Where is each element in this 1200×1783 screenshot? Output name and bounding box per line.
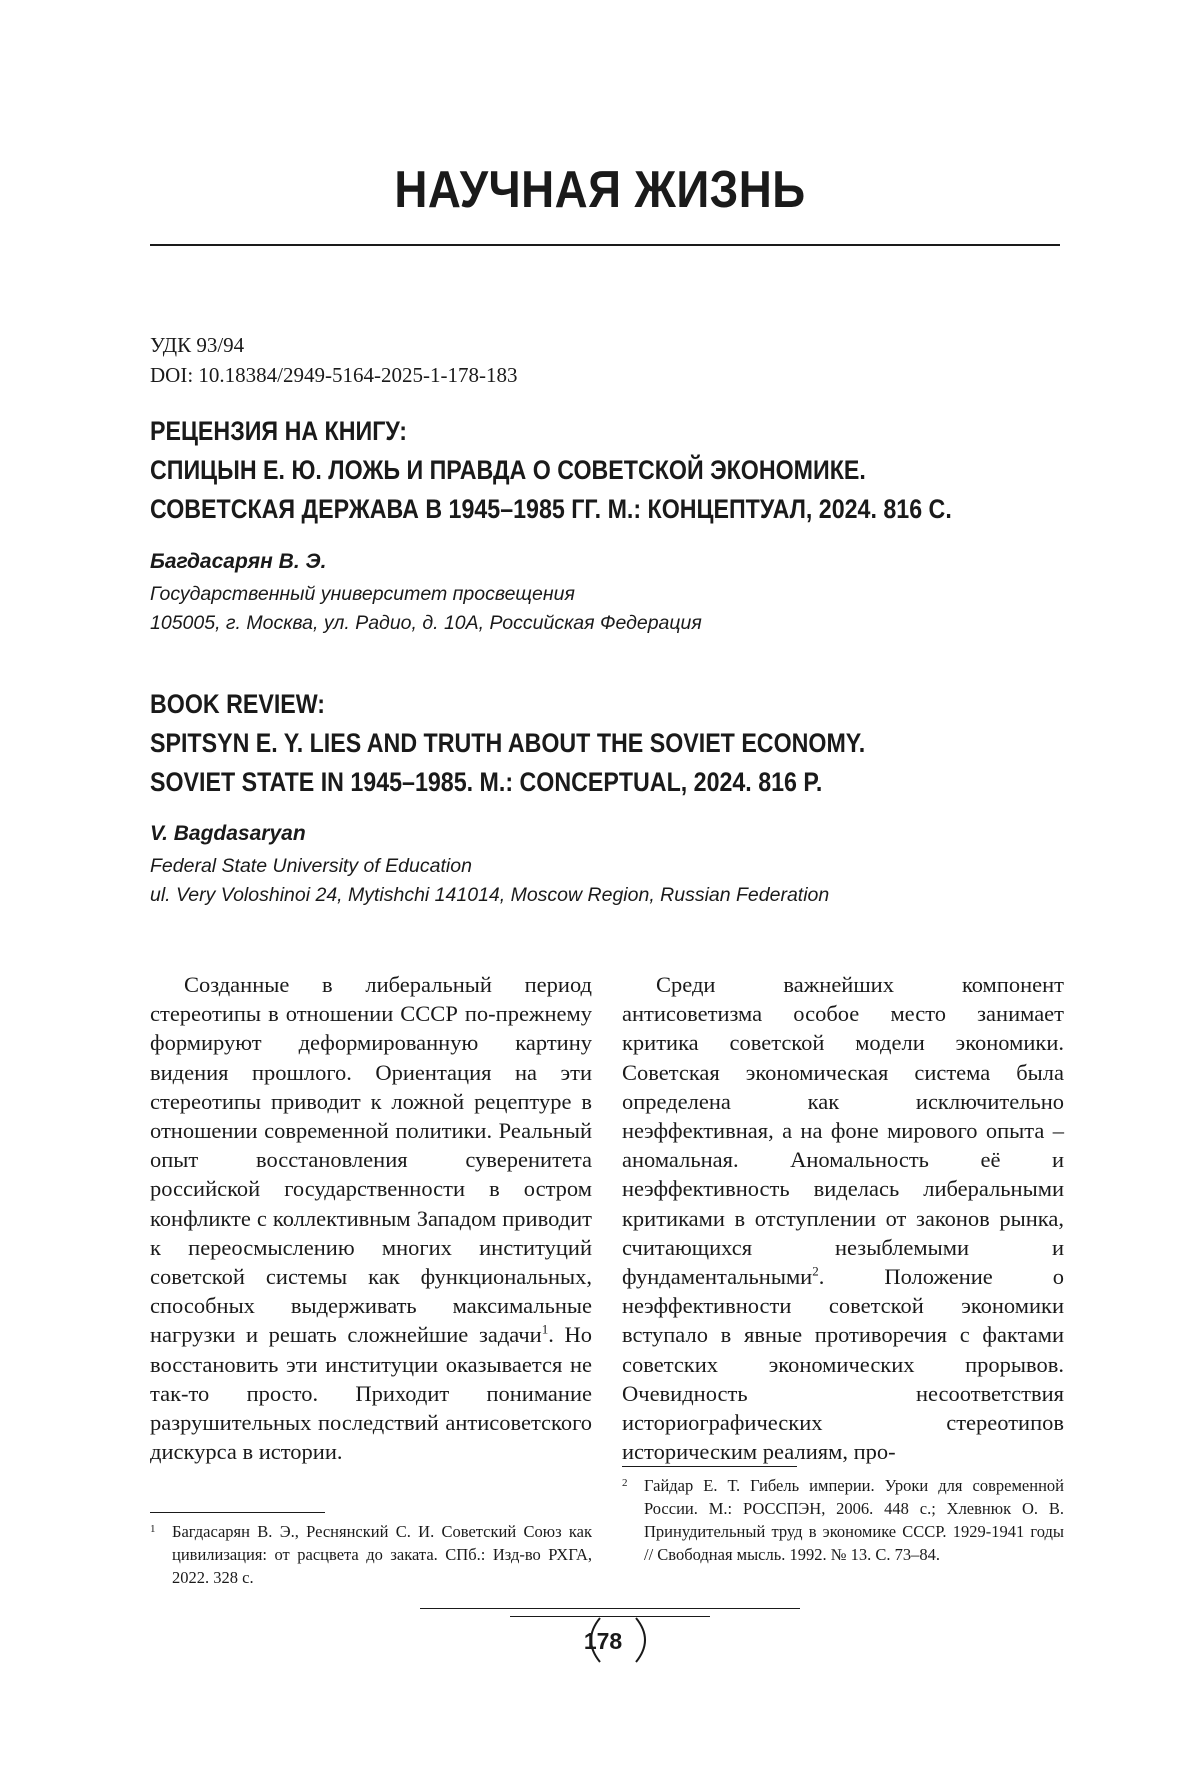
en-title-line-3: SOVIET STATE IN 1945–1985. M.: CONCEPTUAL, 2024. 816 P.	[150, 767, 823, 797]
body-right-text-tail: . Положение о неэффективности советской экономики вступало в явные противоречия с фактами советских экономических прорывов. Очевидность несоответствия историографических стереотипов историческим реалиям, про-	[622, 1264, 1064, 1465]
body-right-column	[622, 970, 1064, 1466]
footnote-rule-left	[150, 1512, 325, 1513]
en-affiliation-line-1: Federal State University of Education	[150, 855, 472, 877]
ru-affiliation-line-2: 105005, г. Москва, ул. Радио, д. 10А, Российская Федерация	[150, 612, 702, 634]
body-right-text: Среди важнейших компонент антисоветизма особое место занимает критика советской модели экономики. Советская экономическая система была определена как исключительно неэффективная, а на фоне мирового опыта – аномальная. Аномальность её и неэффективность виделась либеральными критиками в отступлении от законов рынка, считающихся незыблемыми и фундаментальными	[622, 972, 1064, 1290]
ru-title-line-3: СОВЕТСКАЯ ДЕРЖАВА В 1945–1985 ГГ. М.: КОНЦЕПТУАЛ, 2024. 816 С.	[150, 494, 952, 524]
en-title-line-1: BOOK REVIEW:	[150, 689, 326, 719]
body-left-text-tail: . Но восстановить эти институции оказывается не так-то просто. Приходит понимание разрушительных последствий антисоветского дискурса в истории.	[150, 1322, 593, 1465]
section-title-rule	[150, 244, 1060, 246]
en-author: V. Bagdasaryan	[150, 822, 306, 845]
body-left-paragraph	[150, 970, 592, 1466]
footnote-1-number: 1	[150, 1523, 156, 1535]
en-title-line-2: SPITSYN E. Y. LIES AND TRUTH ABOUT THE SOVIET ECONOMY.	[150, 728, 866, 758]
footnote-ref-1: 1	[541, 1321, 549, 1337]
en-affiliation-line-2: ul. Very Voloshinoi 24, Mytishchi 141014, Moscow Region, Russian Federation	[150, 884, 830, 906]
body-right-paragraph	[622, 970, 1064, 1466]
footnote-1-text: Багдасарян В. Э., Реснянский С. И. Советский Союз как цивилизация: от расцвета до заката. СПб.: Изд-во РХГА, 2022. 328 с.	[172, 1522, 592, 1587]
footnote-rule-right	[622, 1466, 797, 1467]
ru-title-line-1: РЕЦЕНЗИЯ НА КНИГУ:	[150, 416, 407, 446]
ru-title-line-2: СПИЦЫН Е. Ю. ЛОЖЬ И ПРАВДА О СОВЕТСКОЙ ЭКОНОМИКЕ.	[150, 455, 866, 485]
udk-code: УДК 93/94	[150, 333, 245, 357]
footnote-ref-2: 2	[812, 1263, 819, 1279]
footnote-2-text: Гайдар Е. Т. Гибель империи. Уроки для современной России. М.: РОССПЭН, 2006. 448 с.; Хлевнюк О. В. Принудительный труд в экономике СССР. 1929-1941 годы // Свободная мысль. 1992. № 13. С. 73–84.	[644, 1476, 1064, 1564]
footnote-2	[622, 1474, 1064, 1566]
body-left-text: Созданные в либеральный период стереотипы в отношении СССР по-прежнему формируют деформированную картину видения прошлого. Ориентация на эти стереотипы приводит к ложной рецептуре в отношении современной политики. Реальный опыт восстановления суверенитета российской государственности в остром конфликте с коллективным Западом приводит к переосмыслению многих институций советской системы как функциональных, способных выдерживать максимальные нагрузки и решать сложнейшие задачи	[150, 972, 592, 1348]
footer-rule-inner	[510, 1616, 710, 1617]
footnote-2-number: 2	[622, 1477, 628, 1489]
body-left-column	[150, 970, 592, 1466]
ru-affiliation-line-1: Государственный университет просвещения	[150, 583, 575, 605]
ru-author: Багдасарян В. Э.	[150, 550, 327, 573]
section-title: НАУЧНАЯ ЖИЗНЬ	[394, 161, 806, 219]
footer-rule-outer	[420, 1608, 800, 1609]
doi: DOI: 10.18384/2949-5164-2025-1-178-183	[150, 363, 518, 387]
page-number: 178	[583, 1628, 623, 1654]
footnote-1	[150, 1520, 592, 1589]
